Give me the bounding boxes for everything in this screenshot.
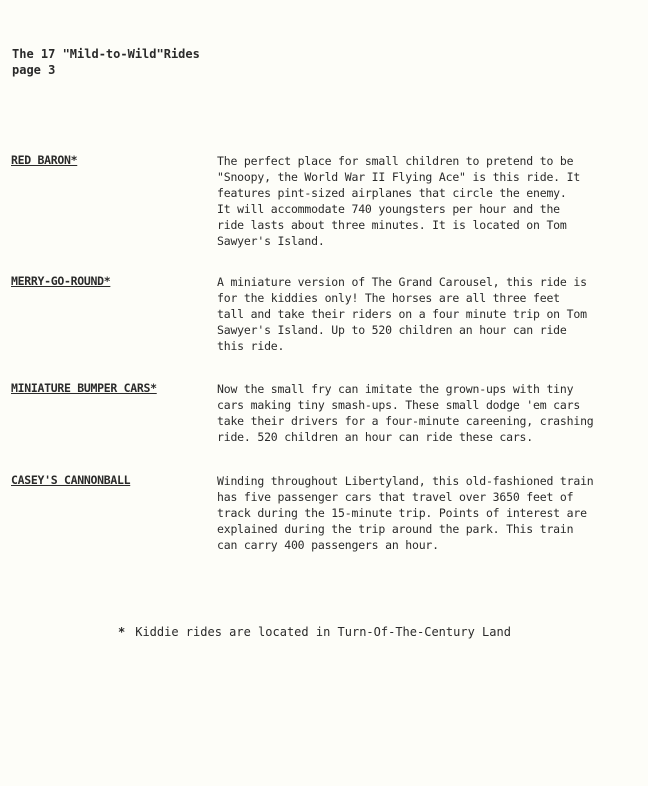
page-number: page 3 [12,63,56,77]
description-line: Sawyer's Island. [217,234,325,248]
page-header [12,46,200,78]
ride-title: MERRY-GO-ROUND* [11,274,111,288]
description-line: The perfect place for small children to pretend to be [217,154,574,168]
description-line: A miniature version of The Grand Carousel, this ride is [217,275,587,289]
description-line: "Snoopy, the World War II Flying Ace" is this ride. It [217,170,581,184]
footnote-text: Kiddie rides are located in Turn-Of-The-Century Land [135,625,511,639]
description-line: Now the small fry can imitate the grown-ups with tiny [217,382,574,396]
footnote-marker: * [118,625,126,639]
ride-title: RED BARON* [11,153,78,167]
ride-description [217,153,645,249]
description-line: ride. 520 children an hour can ride these cars. [217,430,534,444]
ride-description [217,473,645,553]
description-line: Sawyer's Island. Up to 520 children an hour can ride [217,323,567,337]
description-line: Winding throughout Libertyland, this old-fashioned train [217,474,594,488]
description-line: features pint-sized airplanes that circle the enemy. [217,186,567,200]
ride-description [217,274,645,354]
description-line: this ride. [217,339,285,353]
description-line: tall and take their riders on a four minute trip on Tom [217,307,587,321]
description-line: track during the 15-minute trip. Points of interest are [217,506,587,520]
ride-title: CASEY'S CANNONBALL [11,473,131,487]
description-line: for the kiddies only! The horses are all three feet [217,291,560,305]
document-title: The 17 "Mild-to-Wild"Rides [12,47,200,61]
ride-title: MINIATURE BUMPER CARS* [11,381,157,395]
footnote [118,625,511,639]
description-line: has five passenger cars that travel over 3650 feet of [217,490,574,504]
description-line: can carry 400 passengers an hour. [217,538,439,552]
description-line: take their drivers for a four-minute careening, crashing [217,414,594,428]
description-line: cars making tiny smash-ups. These small dodge 'em cars [217,398,581,412]
description-line: explained during the trip around the park. This train [217,522,574,536]
description-line: ride lasts about three minutes. It is located on Tom [217,218,567,232]
description-line: It will accommodate 740 youngsters per hour and the [217,202,560,216]
ride-description [217,381,645,445]
